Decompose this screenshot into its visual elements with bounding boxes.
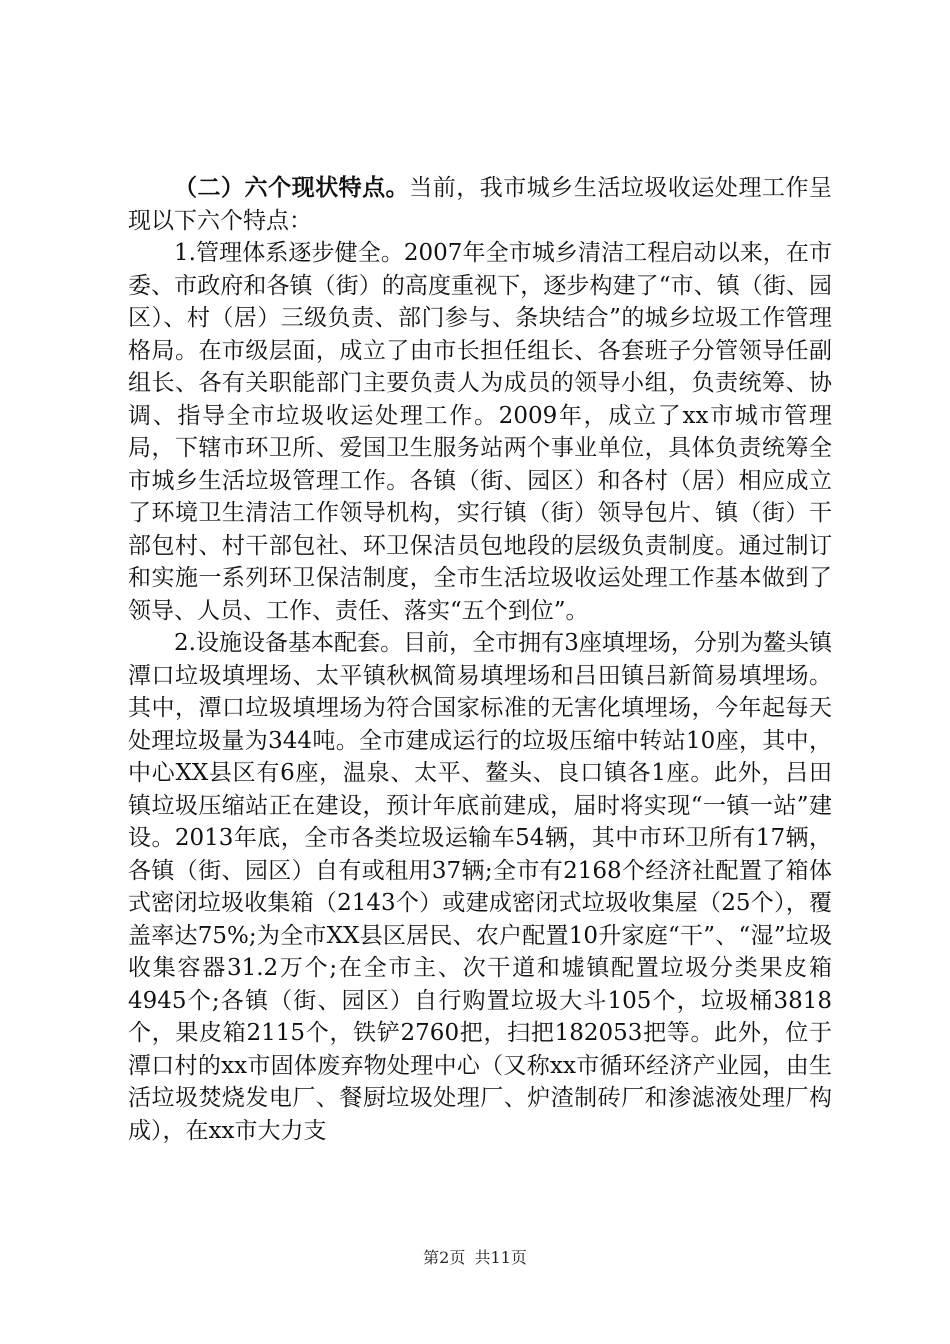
paragraph-facilities: 2.设施设备基本配套。目前，全市拥有3座填埋场，分别为鳌头镇潭口垃圾填埋场、太平镇秋枫简易填埋场和吕田镇吕新简易填埋场。其中，潭口垃圾填埋场为符合国家标准的无害化填埋场，今年起每天处理垃圾量为344吨。全市建成运行的垃圾压缩中转站10座，其中，中心XX县区有6座，温泉、太平、鳌头、良口镇各1座。此外，吕田镇垃圾压缩站正在建设，预计年底前建成，届时将实现“一镇一站”建设。2013年底，全市各类垃圾运输车54辆，其中市环卫所有17辆，各镇（街、园区）自有或租用37辆;全市有2168个经济社配置了箱体式密闭垃圾收集箱（2143个）或建成密闭式垃圾收集屋（25个），覆盖率达75%;为全市XX县区居民、农户配置10升家庭“干”、“湿”垃圾收集容器31.2万个;在全市主、次干道和墟镇配置垃圾分类果皮箱4945个;各镇（街、园区）自行购置垃圾大斗105个，垃圾桶3818个，果皮箱2115个，铁铲2760把，扫把182053把等。此外，位于潭口村的xx市固体废弃物处理中心（又称xx市循环经济产业园，由生活垃圾焚烧发电厂、餐厨垃圾处理厂、炉渣制砖厂和渗滤液处理厂构成），在xx市大力支: [128, 630, 832, 1144]
section-heading-paragraph: [128, 172, 832, 237]
document-body: [128, 172, 832, 1147]
paragraph-management-system: 1.管理体系逐步健全。2007年全市城乡清洁工程启动以来，在市委、市政府和各镇（街）的高度重视下，逐步构建了“市、镇（街、园区）、村（居）三级负责、部门参与、条块结合”的城乡垃圾工作管理格局。在市级层面，成立了由市长担任组长、各套班子分管领导任副组长、各有关职能部门主要负责人为成员的领导小组，负责统筹、协调、指导全市垃圾收运处理工作。2009年，成立了xx市城市管理局，下辖市环卫所、爱国卫生服务站两个事业单位，具体负责统筹全市城乡生活垃圾管理工作。各镇（街、园区）和各村（居）相应成立了环境卫生清洁工作领导机构，实行镇（街）领导包片、镇（街）干部包村、村干部包社、环卫保洁员包地段的层级负责制度。通过制订和实施一系列环卫保洁制度，全市生活垃圾收运处理工作基本做到了领导、人员、工作、责任、落实“五个到位”。: [128, 240, 832, 624]
page-footer: [0, 1245, 950, 1268]
page-total: 共11页: [474, 1248, 527, 1267]
section-heading: （二）六个现状特点。: [174, 174, 410, 201]
page-number: 第2页: [423, 1248, 466, 1267]
section-intro: 当前，我市城乡生活垃圾收运处理工作呈现以下六个特点：: [128, 175, 833, 234]
